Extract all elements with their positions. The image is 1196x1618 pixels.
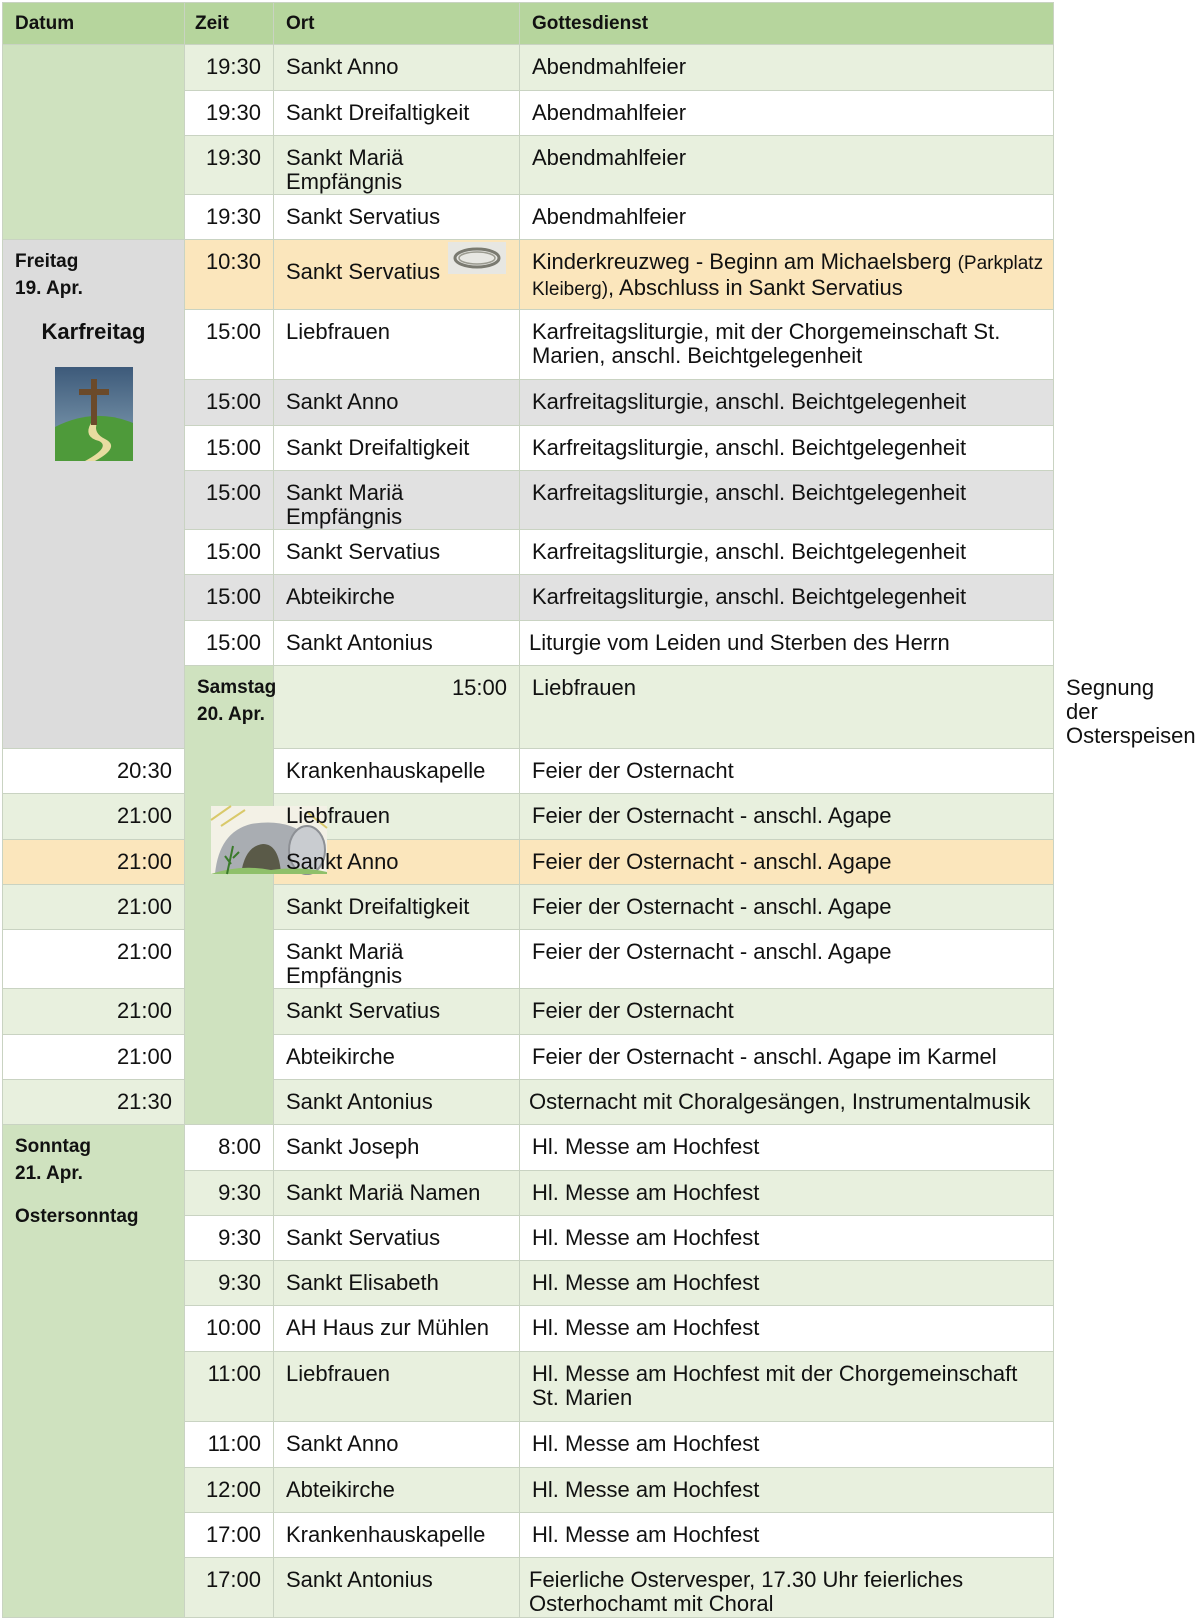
header-zeit: Zeit [185,3,274,45]
location-cell: Sankt Elisabeth [274,1261,520,1306]
time-cell: 21:00 [3,989,185,1035]
time-cell: 15:00 [185,575,274,621]
day-date: 19. Apr. [15,278,83,299]
time-cell: 15:00 [185,380,274,426]
service-cell: Liturgie vom Leiden und Sterben des Herrn [520,621,1054,666]
table-row [3,1125,1054,1171]
service-cell: Feier der Osternacht - anschl. Agape [520,840,1054,885]
location-cell: Sankt Dreifaltigkeit [274,426,520,471]
location-cell: Sankt Anno [274,45,520,91]
location-cell: Sankt Antonius [274,1558,520,1618]
time-cell: 9:30 [185,1261,274,1306]
table-row [3,885,1054,930]
service-cell: Hl. Messe am Hochfest [520,1422,1054,1468]
day-name: Freitag [15,251,79,272]
time-cell: 19:30 [185,45,274,91]
time-cell: 19:30 [185,136,274,195]
service-cell: Hl. Messe am Hochfest mit der Chorgemeinschaft St. Marien [520,1352,1054,1422]
time-cell: 17:00 [185,1558,274,1618]
location-cell: Sankt Dreifaltigkeit [274,885,520,930]
cross-on-hill-icon [55,367,133,461]
location-cell: Sankt Mariä Empfängnis [274,136,520,195]
location-cell: Liebfrauen [274,794,520,840]
table-row [3,45,1054,91]
service-cell: Karfreitagsliturgie, mit der Chorgemeinschaft St. Marien, anschl. Beichtgelegenheit [520,310,1054,380]
service-cell: Feierliche Ostervesper, 17.30 Uhr feierliches Osterhochamt mit Choral [520,1558,1054,1618]
location-cell: Sankt Mariä Empfängnis [274,471,520,530]
location-cell: Abteikirche [274,575,520,621]
service-text: Kinderkreuzweg - Beginn am Michaelsberg [532,249,952,274]
table-row [3,840,1054,885]
time-cell: 21:00 [3,885,185,930]
location-cell: Sankt Servatius [274,989,520,1035]
location-cell: Sankt Anno [274,1422,520,1468]
service-cell: Hl. Messe am Hochfest [520,1468,1054,1513]
location-text: Sankt Servatius [286,259,441,284]
service-text: , Abschluss in Sankt Servatius [608,275,903,300]
location-cell: Sankt Antonius [274,621,520,666]
header-datum: Datum [3,3,185,45]
feast-name: Ostersonntag [15,1206,139,1227]
time-cell: 21:30 [3,1080,185,1125]
time-cell: 21:00 [3,794,185,840]
feast-name: Karfreitag [41,319,146,344]
time-cell: 15:00 [185,426,274,471]
time-cell: 15:00 [185,310,274,380]
location-cell: Sankt Servatius [274,1216,520,1261]
service-cell: Osternacht mit Choralgesängen, Instrumentalmusik [520,1080,1054,1125]
location-cell: Sankt Dreifaltigkeit [274,91,520,136]
time-cell: 17:00 [185,1513,274,1558]
date-cell-saturday [185,666,277,1125]
time-cell: 15:00 [274,666,520,749]
time-cell: 19:30 [185,91,274,136]
service-cell: Karfreitagsliturgie, anschl. Beichtgelegenheit [520,530,1054,575]
table-row [3,749,1054,794]
service-cell: Feier der Osternacht - anschl. Agape [520,930,1054,989]
service-cell: Abendmahlfeier [520,91,1054,136]
time-cell: 9:30 [185,1216,274,1261]
table-row [3,1080,1054,1125]
location-cell: Liebfrauen [274,1352,520,1422]
header-ort: Ort [274,3,520,45]
service-table [2,2,1196,1618]
service-cell: Abendmahlfeier [520,45,1054,91]
time-cell: 20:30 [3,749,185,794]
service-cell [520,240,1054,310]
location-cell: Sankt Mariä Namen [274,1171,520,1216]
date-cell-friday [3,240,185,749]
location-cell: Sankt Joseph [274,1125,520,1171]
time-cell: 21:00 [3,840,185,885]
table-row: Samstag 20. Apr. 15:00 Liebfrauen Segnung der Osterspeisen [3,666,1054,749]
service-cell: Feier der Osternacht - anschl. Agape im Karmel [520,1035,1054,1080]
day-date: 21. Apr. [15,1163,83,1184]
day-name: Sonntag [15,1136,91,1157]
header-gottesdienst: Gottesdienst [520,3,1054,45]
service-cell: Karfreitagsliturgie, anschl. Beichtgelegenheit [520,471,1054,530]
service-cell: Feier der Osternacht [520,749,1054,794]
location-cell: Sankt Anno [274,840,520,885]
service-cell: Feier der Osternacht - anschl. Agape [520,885,1054,930]
crown-of-thorns-icon [448,242,506,274]
location-cell: Liebfrauen [274,310,520,380]
location-cell: AH Haus zur Mühlen [274,1306,520,1352]
service-cell: Karfreitagsliturgie, anschl. Beichtgelegenheit [520,380,1054,426]
service-cell: Abendmahlfeier [520,195,1054,240]
location-cell [274,240,520,310]
location-cell: Krankenhauskapelle [274,749,520,794]
service-cell: Hl. Messe am Hochfest [520,1261,1054,1306]
time-cell: 12:00 [185,1468,274,1513]
service-note: Kleiberg) [532,279,609,300]
service-cell: Karfreitagsliturgie, anschl. Beichtgelegenheit [520,426,1054,471]
date-cell-empty [3,45,185,240]
time-cell: 9:30 [185,1171,274,1216]
time-cell: 10:30 [185,240,274,310]
time-cell: 11:00 [185,1352,274,1422]
time-cell: 15:00 [185,471,274,530]
location-cell: Sankt Antonius [274,1080,520,1125]
location-cell: Sankt Anno [274,380,520,426]
service-cell: Abendmahlfeier [520,136,1054,195]
service-cell: Karfreitagsliturgie, anschl. Beichtgelegenheit [520,575,1054,621]
table-row [3,794,1054,840]
time-cell: 10:00 [185,1306,274,1352]
table-row [3,989,1054,1035]
service-cell: Feier der Osternacht - anschl. Agape [520,794,1054,840]
day-name: Samstag [197,677,277,698]
date-cell-sunday [3,1125,185,1618]
service-note: (Parkplatz [957,253,1044,274]
day-date: 20. Apr. [197,704,265,725]
time-cell: 8:00 [185,1125,274,1171]
location-cell: Liebfrauen [520,666,1054,749]
time-cell: 19:30 [185,195,274,240]
service-cell: Hl. Messe am Hochfest [520,1306,1054,1352]
time-cell: 21:00 [3,1035,185,1080]
time-cell: 15:00 [185,530,274,575]
service-cell: Hl. Messe am Hochfest [520,1171,1054,1216]
time-cell: 15:00 [185,621,274,666]
location-cell: Abteikirche [274,1035,520,1080]
time-cell: 11:00 [185,1422,274,1468]
service-cell: Hl. Messe am Hochfest [520,1513,1054,1558]
location-cell: Sankt Servatius [274,530,520,575]
location-cell: Sankt Servatius [274,195,520,240]
service-cell: Feier der Osternacht [520,989,1054,1035]
table-row [3,240,1054,310]
location-cell: Krankenhauskapelle [274,1513,520,1558]
table-row [3,1035,1054,1080]
location-cell: Sankt Mariä Empfängnis [274,930,520,989]
time-cell: 21:00 [3,930,185,989]
service-cell: Hl. Messe am Hochfest [520,1125,1054,1171]
location-cell: Abteikirche [274,1468,520,1513]
table-row [3,930,1054,989]
table-header [3,3,1054,45]
service-cell: Hl. Messe am Hochfest [520,1216,1054,1261]
